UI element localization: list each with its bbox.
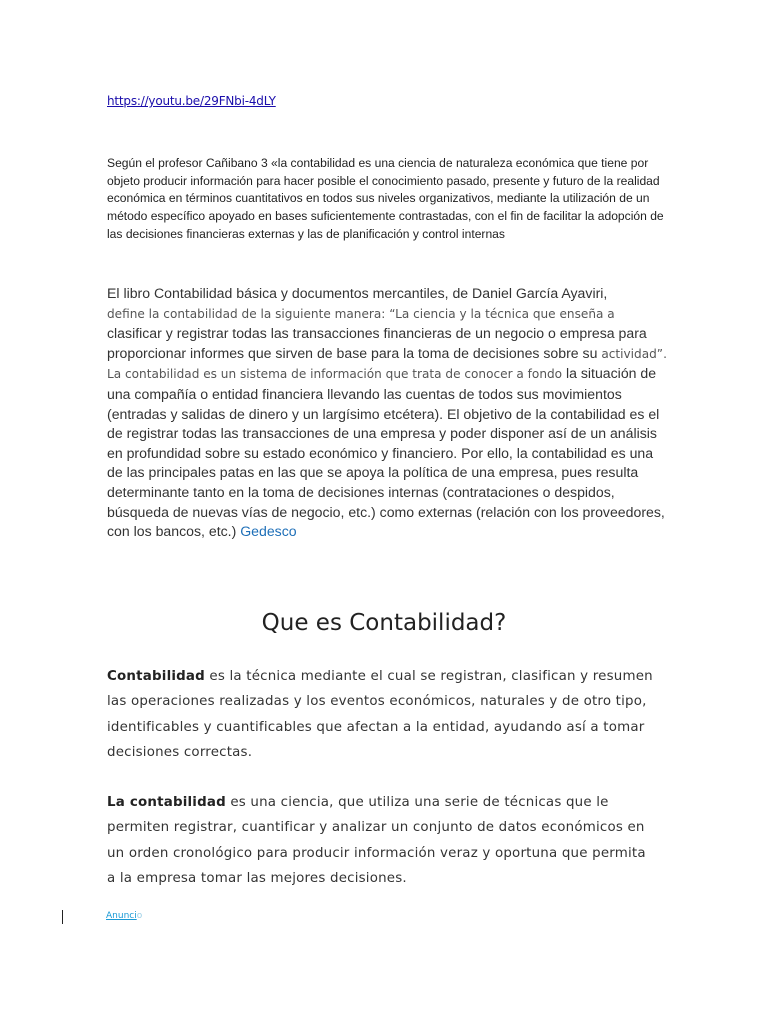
definition-paragraph-2: [107, 790, 657, 891]
youtube-link[interactable]: https://youtu.be/29FNbi-4dLY: [107, 94, 276, 108]
ad-label-text: Anunci: [106, 911, 137, 921]
definition-paragraph-1: [107, 664, 657, 765]
paragraph-quote-end: actividad”. La contabilidad es un sistema de información que trata de conocer a fondo: [107, 346, 667, 382]
canibano-definition-paragraph: Según el profesor Cañibano 3 «la contabilidad es una ciencia de naturaleza económica que tiene por objeto producir información para hacer posible el conocimiento pasado, presente y futuro de la realidad económica en términos cuantitativos en todos sus niveles organizativos, mediante la utilización de un método específico apoyado en bases suficientemente contrastadas, con el fin de facilitar la adopción de las decisiones financieras externas y las de planificación y control internas: [107, 156, 664, 241]
paragraph-define-prefix: define la contabilidad de la siguiente manera: “La ciencia y la técnica que enseña a: [107, 306, 615, 321]
text-cursor: [62, 910, 63, 924]
section-heading: Que es Contabilidad?: [261, 610, 507, 636]
definition-term-2: La contabilidad: [107, 795, 226, 810]
definition-term-1: Contabilidad: [107, 669, 205, 684]
paragraph-rest: la situación de una compañía o entidad financiera llevando las cuentas de todos sus movimientos (entradas y salidas de dinero y un largísimo etcétera). El objetivo de la contabilidad es el de registrar todas las transacciones de una empresa y poder disponer así de un análisis en profundidad sobre su estado económico y financiero. Por ello, la contabilidad es una de las principales patas en las que se apoya la política de una empresa, pues resulta determinante tanto en la toma de decisiones internas (contrataciones o despidos, búsqueda de nuevas vías de negocio, etc.) como externas (relación con los proveedores, con los bancos, etc.): [107, 365, 665, 540]
definition-text-1: es la técnica mediante el cual se registran, clasifican y resumen las operaciones realizadas y los eventos económicos, naturales y de otro tipo, identificables y cuantificables que afectan a la entidad, ayudando así a tomar decisiones correctas.: [107, 669, 653, 760]
paragraph-quote-body: clasificar y registrar todas las transacciones financieras de un negocio o empresa para proporcionar informes que sirven de base para la toma de decisiones sobre su: [107, 325, 647, 361]
gedesco-source-link[interactable]: Gedesco: [240, 523, 297, 540]
ad-label-fade: o: [136, 911, 143, 921]
definition-text-2: es una ciencia, que utiliza una serie de técnicas que le permiten registrar, cuantificar y analizar un conjunto de datos económicos en un orden cronológico para producir información veraz y oportuna que permita a la empresa tomar las mejores decisiones.: [107, 795, 646, 886]
ad-label[interactable]: [106, 911, 142, 921]
paragraph-intro: El libro Contabilidad básica y documentos mercantiles, de Daniel García Ayaviri,: [107, 285, 608, 301]
garcia-ayaviri-paragraph: [107, 284, 672, 542]
